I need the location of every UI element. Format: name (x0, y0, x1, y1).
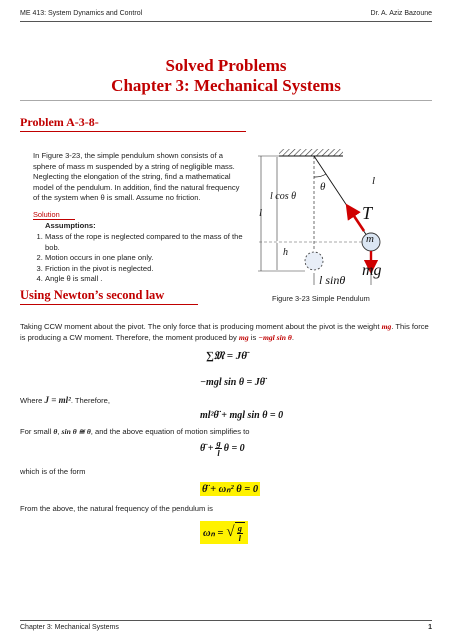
equation-motion: ml²θ̈ + mgl sin θ = 0 (200, 410, 284, 421)
page-title-line2: Chapter 3: Mechanical Systems (111, 76, 341, 95)
inertia-term: J = ml² (44, 395, 71, 405)
footer-chapter: Chapter 3: Mechanical Systems (20, 624, 119, 631)
equation-moment: −mgl sin θ = Jθ̈ (200, 377, 265, 388)
problem-heading-rule (20, 131, 246, 132)
ceiling-hatch (279, 149, 343, 156)
label-l-string: l (372, 175, 376, 187)
assumption-item: 3. Friction in the pivot is neglected. (45, 264, 257, 275)
small-angle-line: For small θ, sin θ ≅ θ, and the above equation of motion simplifies to (20, 427, 250, 436)
newton-heading-rule (20, 304, 198, 305)
small-angle-approx: sin θ ≅ θ (61, 427, 91, 436)
newton-paragraph: Taking CCW moment about the pivot. The only force that is producing moment about the pivot is the weight mg. This force is producing a CW moment. Therefore, the moment produced by mg is −mgl sin θ. (20, 322, 429, 342)
header-course: ME 413: System Dynamics and Control (20, 10, 143, 17)
equation-natural-frequency: ωₙ = √ g l (200, 521, 248, 544)
label-weight: mg (362, 262, 382, 279)
frequency-text: From the above, the natural frequency of the pendulum is (20, 504, 213, 513)
label-mass: m (366, 233, 374, 245)
assumptions-list (33, 232, 257, 285)
page-title-line1: Solved Problems (165, 56, 287, 75)
mg-term: mg (381, 322, 392, 331)
mg-term: mg (238, 332, 249, 342)
solution-label: Solution (33, 210, 60, 219)
fraction-g-over-l: $\frac{g}{l}$ (216, 438, 221, 458)
label-tension: T (362, 203, 373, 223)
label-l-left: l (259, 207, 263, 219)
where-line: Where J = ml². Therefore, (20, 395, 110, 405)
assumptions-label: Assumptions: (45, 221, 96, 230)
form-text: which is of the form (20, 467, 86, 476)
equation-standard-form: θ̈ + ωₙ² θ = 0 (202, 484, 259, 495)
figure-caption: Figure 3-23 Simple Pendulum (272, 294, 370, 303)
problem-statement: In Figure 3-23, the simple pendulum shown consists of a sphere of mass m suspended by a string of negligible mass. Neglecting the elongation of the string, find a mathematical model of the pendulum. In addition, find the natural frequency of the system when θ is small. Assume no friction. (33, 151, 240, 203)
theta-arc (314, 174, 326, 177)
pendulum-diagram (257, 147, 433, 287)
equilibrium-bob (305, 252, 323, 270)
moment-term: −mgl sin θ (258, 332, 292, 342)
sqrt-icon: √ (226, 524, 235, 540)
pendulum-figure (257, 147, 433, 287)
newton-heading: Using Newton’s second law (20, 288, 165, 302)
page-number: 1 (428, 624, 432, 631)
problem-heading: Problem A-3-8- (20, 115, 99, 129)
label-h: h (283, 247, 288, 258)
label-lsin: l sinθ (319, 273, 346, 287)
label-theta: θ (320, 181, 326, 193)
header-author: Dr. A. Aziz Bazoune (370, 10, 432, 17)
fraction-g-over-l: g l (235, 522, 245, 543)
title-rule (20, 100, 432, 101)
header-rule (20, 21, 432, 22)
assumption-item: 1. Mass of the rope is neglected compared to the mass of the bob. (45, 232, 257, 253)
equation-linearized: θ̈ + $\frac{g}{l}$ θ = 0 (200, 438, 245, 458)
solution-underline (33, 219, 75, 220)
assumption-item: 4. Angle θ is small . (45, 274, 257, 285)
assumption-item: 2. Motion occurs in one plane only. (45, 253, 257, 264)
footer-rule (20, 620, 432, 621)
equation-moment-sum: ∑𝔐 = Jθ̈ (206, 350, 247, 362)
label-lcos: l cos θ (270, 191, 297, 202)
